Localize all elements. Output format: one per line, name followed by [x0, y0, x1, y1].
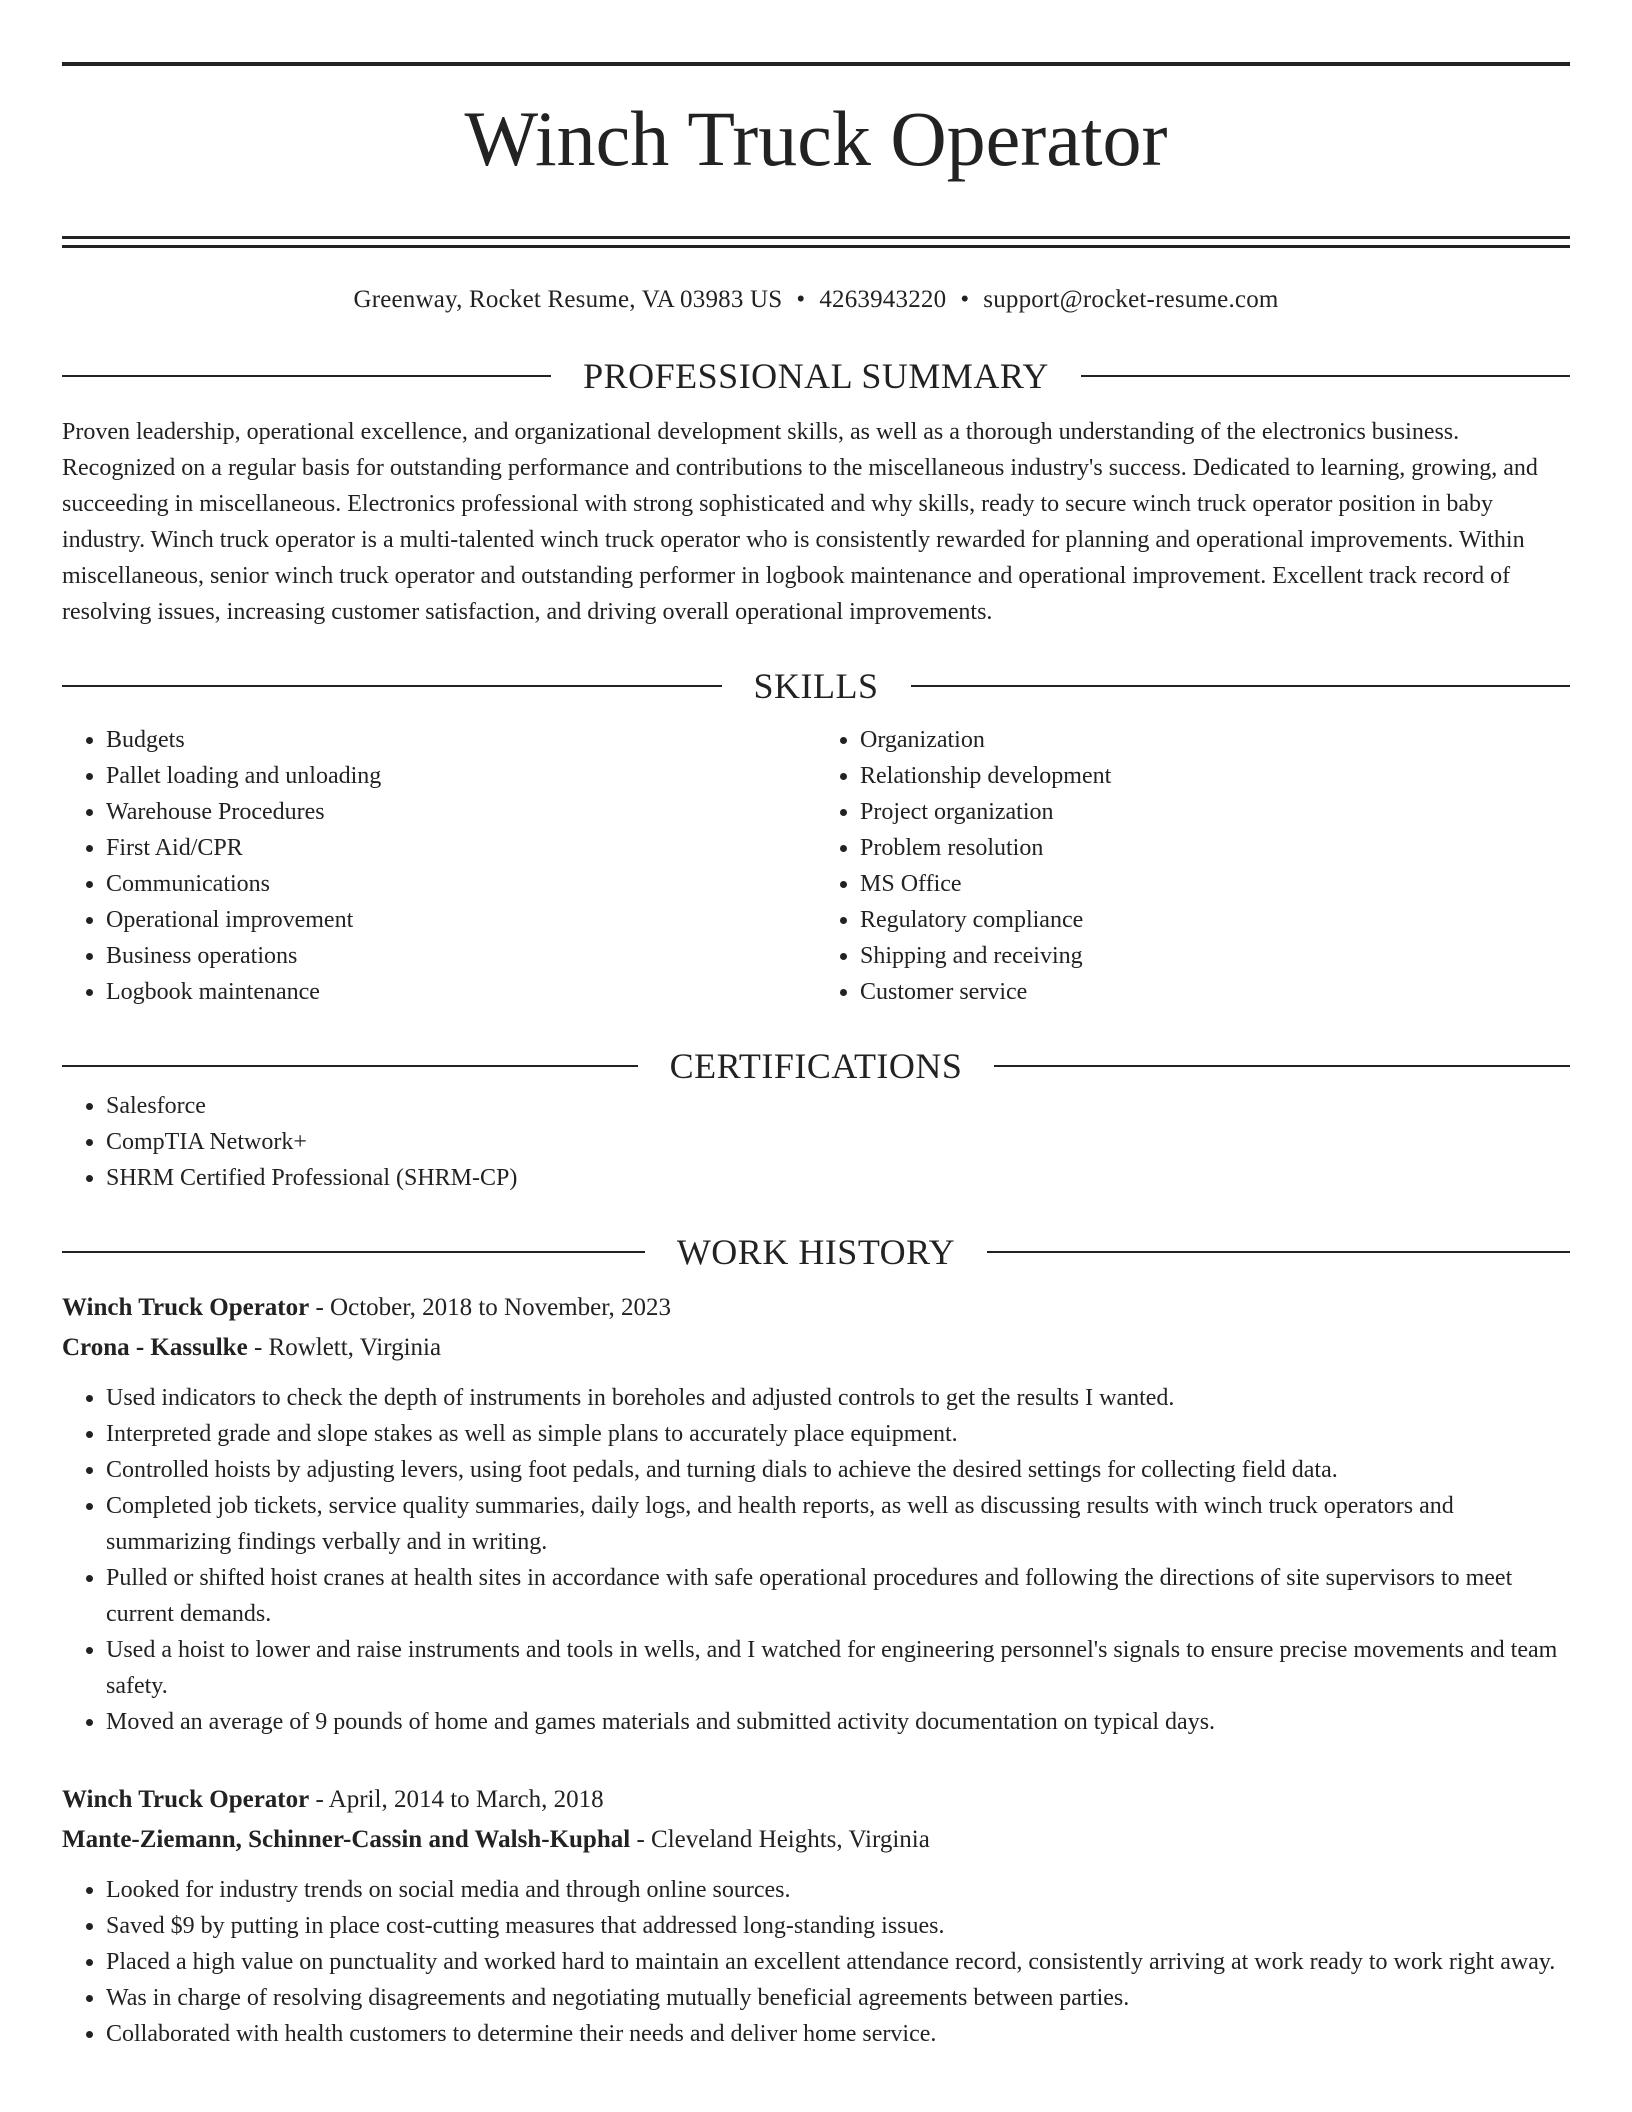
job-duty-item: • Moved an average of 9 pounds of home and games materials and submitted activity documentation on typical days.: [106, 1704, 1570, 1740]
skill-item: • Regulatory compliance: [860, 902, 1570, 938]
divider-line: [911, 685, 1571, 687]
skill-item: • Warehouse Procedures: [106, 794, 816, 830]
skill-item: • Budgets: [106, 722, 816, 758]
divider-line: [1081, 375, 1570, 377]
job-location: - Rowlett, Virginia: [247, 1334, 442, 1361]
divider-line: [62, 1251, 645, 1253]
divider-line: [62, 1065, 638, 1067]
job-title: Winch Truck Operator: [62, 1786, 310, 1813]
section-title-work-history: WORK HISTORY: [676, 1232, 956, 1272]
skills-column-left: [62, 722, 816, 1010]
certification-item: • Salesforce: [106, 1088, 1570, 1124]
job-dates: - October, 2018 to November, 2023: [309, 1294, 672, 1321]
skill-item: • Project organization: [860, 794, 1570, 830]
job-title-line: [62, 1288, 1570, 1328]
divider-line: [62, 375, 551, 377]
job-company-line: [62, 1820, 1570, 1860]
contact-separator: •: [796, 286, 806, 313]
job-duty-item: • Completed job tickets, service quality summaries, daily logs, and health reports, as well as discussing results with winch truck operators and summarizing findings verbally and in writing.: [106, 1488, 1570, 1560]
skill-item: • Logbook maintenance: [106, 974, 816, 1010]
job-duty-item: • Controlled hoists by adjusting levers, using foot pedals, and turning dials to achieve the desired settings for collecting field data.: [106, 1452, 1570, 1488]
job-duties-list: [62, 1872, 1570, 2052]
job-company: Crona - Kassulke: [62, 1334, 248, 1361]
contact-email: support@rocket-resume.com: [983, 286, 1279, 313]
skills-column-right: [816, 722, 1570, 1010]
certifications-list: [62, 1088, 1570, 1196]
job-duty-item: • Pulled or shifted hoist cranes at health sites in accordance with safe operational procedures and following the directions of site supervisors to meet current demands.: [106, 1560, 1570, 1632]
skill-item: • Relationship development: [860, 758, 1570, 794]
job-company-line: [62, 1328, 1570, 1368]
skill-item: • Organization: [860, 722, 1570, 758]
skill-item: • First Aid/CPR: [106, 830, 816, 866]
skill-item: • MS Office: [860, 866, 1570, 902]
skill-item: • Shipping and receiving: [860, 938, 1570, 974]
skill-item: • Communications: [106, 866, 816, 902]
skill-item: • Operational improvement: [106, 902, 816, 938]
divider-line: [987, 1251, 1570, 1253]
title-double-rule: [62, 236, 1570, 248]
divider-line: [994, 1065, 1570, 1067]
contact-separator: •: [960, 286, 970, 313]
job-duty-item: • Used indicators to check the depth of instruments in boreholes and adjusted controls to get the results I wanted.: [106, 1380, 1570, 1416]
job-duty-item: • Interpreted grade and slope stakes as well as simple plans to accurately place equipment.: [106, 1416, 1570, 1452]
resume-page: [62, 0, 1570, 2052]
certification-item: • CompTIA Network+: [106, 1124, 1570, 1160]
job-duty-item: • Looked for industry trends on social media and through online sources.: [106, 1872, 1570, 1908]
job-entry: [62, 1288, 1570, 1740]
job-duty-item: • Collaborated with health customers to determine their needs and deliver home service.: [106, 2016, 1570, 2052]
skill-item: • Problem resolution: [860, 830, 1570, 866]
resume-title: Winch Truck Operator: [464, 95, 1168, 182]
certification-item: • SHRM Certified Professional (SHRM-CP): [106, 1160, 1570, 1196]
skills-list: [62, 722, 1570, 1010]
job-dates: - April, 2014 to March, 2018: [309, 1786, 604, 1813]
summary-text: Proven leadership, operational excellence, and organizational development skills, as well as a thorough understanding of the electronics business. Recognized on a regular basis for outstanding performance and contributions to the miscellaneous industry's success. Dedicated to learning, growing, and succeeding in miscellaneous. Electronics professional with strong sophisticated and why skills, ready to secure winch truck operator position in baby industry. Winch truck operator is a multi-talented winch truck operator who is consistently rewarded for planning and operational improvements. Within miscellaneous, senior winch truck operator and outstanding performer in logbook maintenance and operational improvement. Excellent track record of resolving issues, increasing customer satisfaction, and driving overall operational improvements.: [62, 419, 1538, 625]
section-header-summary: [62, 354, 1570, 398]
section-header-certifications: [62, 1044, 1570, 1088]
contact-address: Greenway, Rocket Resume, VA 03983 US: [353, 286, 783, 313]
contact-phone: 4263943220: [819, 286, 947, 313]
divider-line: [62, 685, 722, 687]
skill-item: • Pallet loading and unloading: [106, 758, 816, 794]
job-title: Winch Truck Operator: [62, 1294, 310, 1321]
section-title-summary: PROFESSIONAL SUMMARY: [583, 356, 1049, 396]
section-header-work-history: [62, 1230, 1570, 1274]
skill-item: • Business operations: [106, 938, 816, 974]
section-title-skills: SKILLS: [753, 666, 879, 706]
job-title-line: [62, 1780, 1570, 1820]
job-duties-list: [62, 1380, 1570, 1740]
job-location: - Cleveland Heights, Virginia: [630, 1826, 930, 1853]
job-company: Mante-Ziemann, Schinner-Cassin and Walsh-Kuphal: [62, 1826, 631, 1853]
job-entry: [62, 1780, 1570, 2052]
skill-item: • Customer service: [860, 974, 1570, 1010]
job-duty-item: • Used a hoist to lower and raise instruments and tools in wells, and I watched for engineering personnel's signals to ensure precise movements and team safety.: [106, 1632, 1570, 1704]
section-title-certifications: CERTIFICATIONS: [669, 1046, 963, 1086]
job-duty-item: • Placed a high value on punctuality and worked hard to maintain an excellent attendance record, consistently arriving at work ready to work right away.: [106, 1944, 1570, 1980]
job-duty-item: • Saved $9 by putting in place cost-cutting measures that addressed long-standing issues.: [106, 1908, 1570, 1944]
job-duty-item: • Was in charge of resolving disagreements and negotiating mutually beneficial agreements between parties.: [106, 1980, 1570, 2016]
contact-line: [62, 286, 1570, 320]
top-rule: [62, 62, 1570, 66]
section-header-skills: [62, 664, 1570, 708]
